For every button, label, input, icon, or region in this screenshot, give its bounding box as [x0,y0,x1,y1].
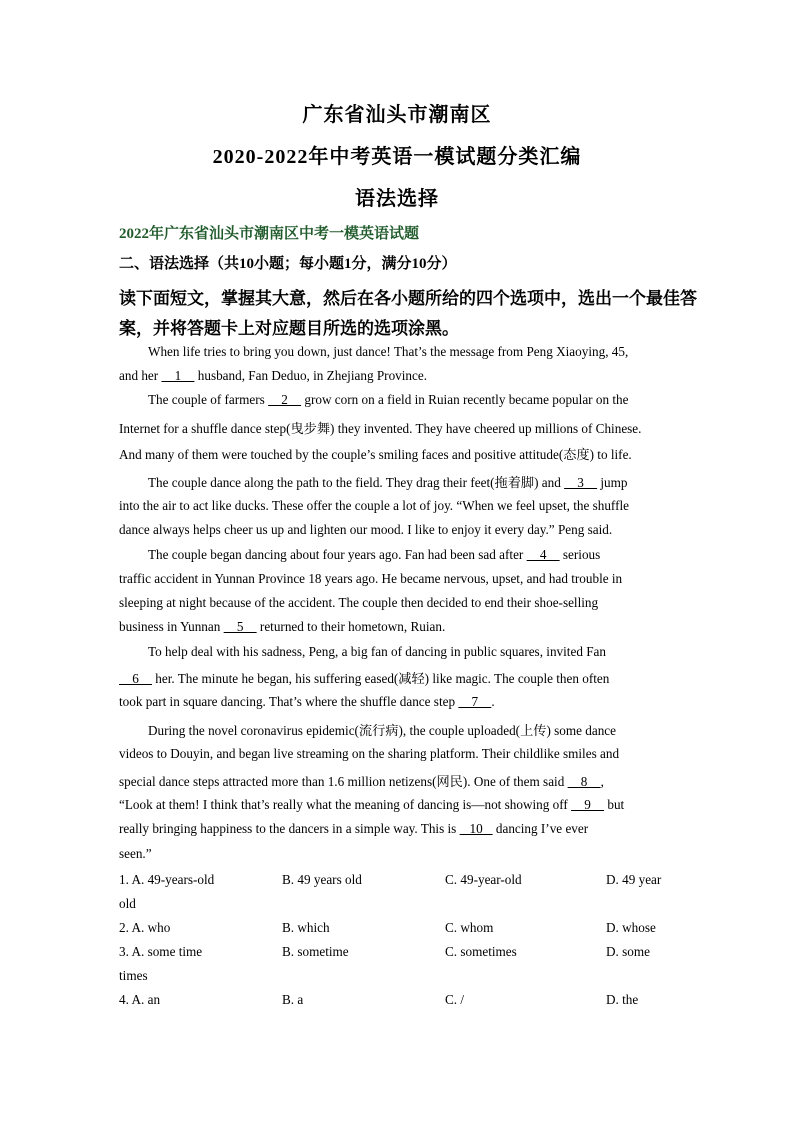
option-c: C. 49-year-old [445,872,522,887]
passage-text: videos to Douyin, and began live streaming on the sharing platform. Their childlike smiles and [119,746,620,761]
answer-blank: 4 [526,547,560,562]
passage-line [119,771,604,790]
passage-text: To help deal with his sadness, Peng, a big fan of dancing in public squares, invited Fan [148,644,606,659]
passage-text: but [604,797,625,812]
answer-blank: 3 [564,475,598,490]
option-a-text: A. an [131,992,161,1007]
passage-text: took part in square dancing. That’s where the shuffle dance step [119,694,459,709]
option-d: D. whose [606,920,656,935]
question-row [119,992,679,1012]
option-a-text: A. some time [131,944,203,959]
passage-line [119,619,445,635]
document-title-region: 广东省汕头市潮南区 [302,104,492,126]
passage-line [119,668,609,687]
passage-text: serious [559,547,601,562]
passage-text: into the air to act like ducks. These offer the couple a lot of joy. “When we feel upset, the shuffle [119,498,629,513]
passage-text: and her [119,368,162,383]
passage-text: special dance steps attracted more than 1.6 million netizens(网民). One of them said [119,774,568,789]
passage-text: jump [597,475,628,490]
answer-blank: 2 [268,392,302,407]
option-d-wrap: old [119,896,136,911]
passage-line [148,392,628,408]
passage-text: “Look at them! I think that’s really what the meaning of dancing is—not showing off [119,797,572,812]
option-a [119,992,160,1008]
passage-line [119,368,427,384]
passage-text: really bringing happiness to the dancers in a simple way. This is [119,821,460,836]
section-heading: 2022年广东省汕头市潮南区中考一模英语试题 [119,226,420,242]
passage-text: . [491,694,495,709]
option-a-text: A. who [131,920,171,935]
option-c: C. sometimes [445,944,517,959]
passage-text: husband, Fan Deduo, in Zhejiang Province. [194,368,428,383]
option-d-wrap: times [119,968,148,983]
question-number: 1. [119,872,129,887]
passage-line [119,595,598,611]
passage-line [119,498,629,514]
passage-text: The couple began dancing about four years ago. Fan had been sad after [148,547,527,562]
passage-line [119,444,632,463]
passage-text: business in Yunnan [119,619,224,634]
passage-line [119,694,495,710]
passage-text: dancing I’ve ever [492,821,589,836]
answer-blank: 6 [119,671,152,686]
document-title-exam: 2020-2022年中考英语一模试题分类汇编 [212,146,582,168]
question-number: 3. [119,944,129,959]
question-row [119,944,679,964]
option-a [119,944,202,960]
passage-line [119,571,622,587]
instruction-line-1: 读下面短文，掌握其大意，然后在各小题所给的四个选项中，选出一个最佳答 [119,289,697,308]
option-b: B. sometime [282,944,349,959]
passage-line [148,644,606,660]
passage-line [119,797,624,813]
passage-text: The couple of farmers [148,392,269,407]
passage-line [119,522,612,538]
passage-text: grow corn on a field in Ruian recently became popular on the [301,392,629,407]
option-c: C. / [445,992,465,1007]
passage-text: seen.” [119,846,152,861]
passage-line [148,344,628,360]
question-number: 2. [119,920,129,935]
answer-blank: 9 [571,797,605,812]
answer-blank: 1 [161,368,195,383]
passage-text: During the novel coronavirus epidemic(流行病), the couple uploaded(上传) some dance [148,723,617,738]
passage-text: traffic accident in Yunnan Province 18 years ago. He became nervous, upset, and had trouble in [119,571,623,586]
answer-blank: 5 [223,619,257,634]
question-row [119,872,679,892]
option-d: D. the [606,992,639,1007]
passage-text: her. The minute he began, his suffering eased(减轻) like magic. The couple then often [151,671,610,686]
answer-blank: 8 [567,774,601,789]
passage-line [148,720,616,739]
document-title-topic: 语法选择 [355,188,439,210]
passage-line [119,746,619,762]
answer-blank: 10 [459,821,493,836]
passage-line [148,547,600,563]
passage-text: The couple dance along the path to the field. They drag their feet(拖着脚) and [148,475,565,490]
passage-line [119,846,152,862]
option-a [119,872,214,888]
answer-blank: 7 [458,694,492,709]
passage-line [119,821,588,837]
passage-text: When life tries to bring you down, just dance! That’s the message from Peng Xiaoying, 45, [148,344,629,359]
option-c: C. whom [445,920,494,935]
instruction-line-2: 案，并将答题卡上对应题目所选的选项涂黑。 [119,319,459,338]
option-a-text: A. 49-years-old [131,872,215,887]
option-b: B. a [282,992,304,1007]
question-number: 4. [119,992,129,1007]
option-d: D. 49 year [606,872,662,887]
passage-line [148,472,627,491]
passage-line [119,418,641,437]
passage-text: returned to their hometown, Ruian. [256,619,446,634]
passage-text: sleeping at night because of the accident. The couple then decided to end their shoe-selling [119,595,599,610]
passage-text: Internet for a shuffle dance step(曳步舞) they invented. They have cheered up millions of Chinese. [119,421,642,436]
option-b: B. 49 years old [282,872,362,887]
option-a [119,920,170,936]
passage-text: And many of them were touched by the couple’s smiling faces and positive attitude(态度) to life. [119,447,632,462]
question-row [119,920,679,940]
passage-text: , [600,774,604,789]
option-d: D. some [606,944,650,959]
option-b: B. which [282,920,330,935]
passage-text: dance always helps cheer us up and lighten our mood. I like to enjoy it every day.” Peng said. [119,522,613,537]
part-title: 二、语法选择（共10小题；每小题1分，满分10分） [119,256,457,272]
